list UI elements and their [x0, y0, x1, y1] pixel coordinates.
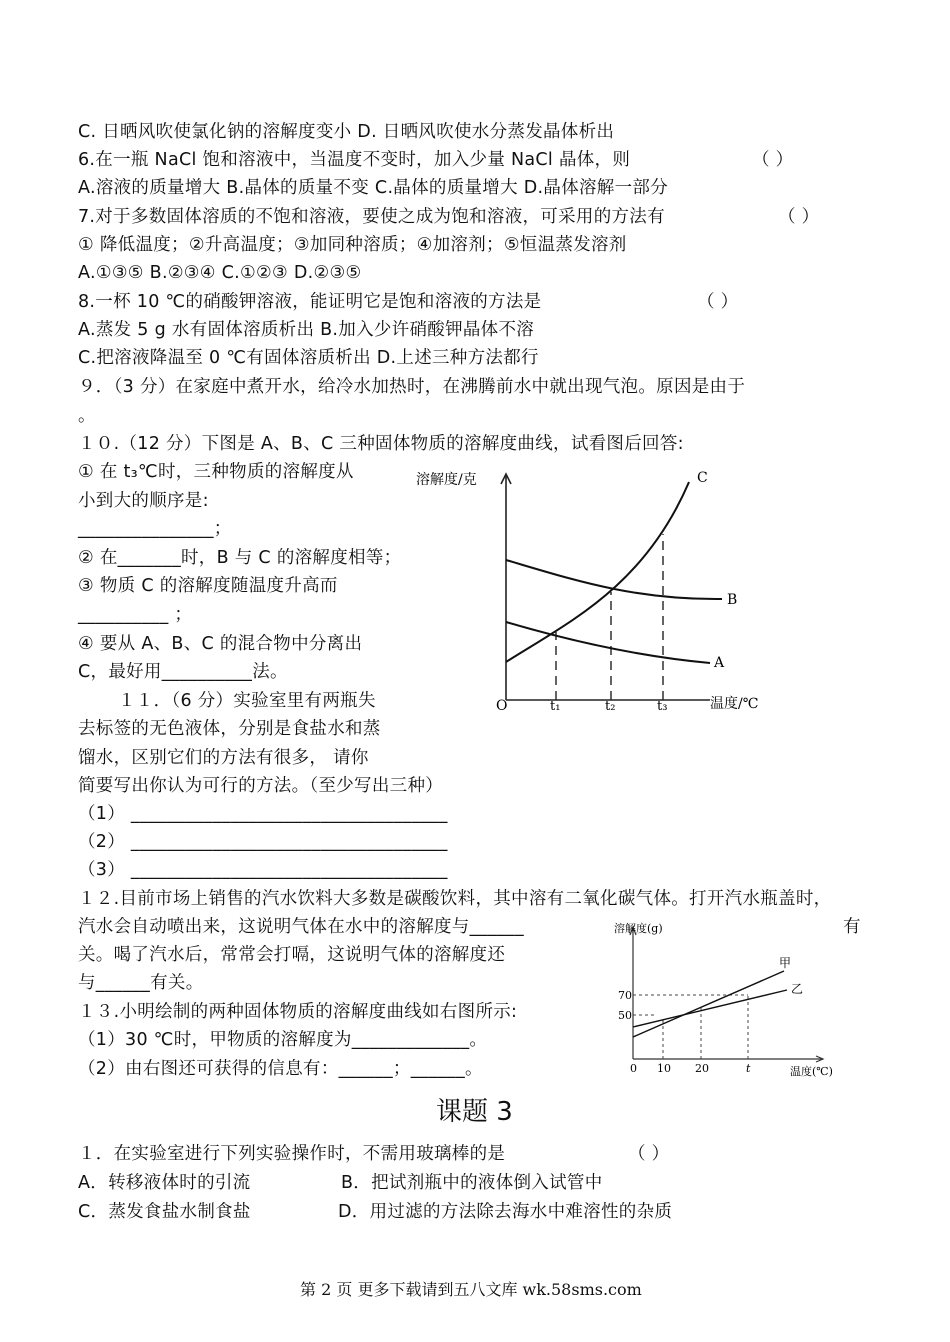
question-11-cont: 简要写出你认为可行的方法。（至少写出三种）	[78, 776, 444, 796]
question-11: １１．（6 分）实验室里有两瓶失	[118, 691, 376, 711]
method-list: ① 降低温度；②升高温度；③加同种溶质；④加溶剂；⑤恒温蒸发溶剂	[78, 235, 627, 255]
question-6: 6.在一瓶 NaCl 饱和溶液中，当温度不变时，加入少量 NaCl 晶体，则	[78, 150, 631, 170]
option-c: C．蒸发食盐水制食盐	[78, 1202, 251, 1222]
question-12: １２.目前市场上销售的汽水饮料大多数是碳酸饮料，其中溶有二氧化碳气体。打开汽水瓶盖时，	[78, 889, 832, 909]
question-9-end: 。	[78, 406, 96, 426]
answer-bracket: （ ）	[778, 207, 820, 227]
tick-t1: t₁	[550, 699, 561, 714]
question-12-cont: 与______有关。	[78, 973, 204, 993]
option-line: C. 日晒风吹使氯化钠的溶解度变小 D. 日晒风吹使水分蒸发晶体析出	[78, 122, 615, 142]
answer-line-1: （1） ___________________________________	[78, 804, 448, 824]
x-tick-20: 20	[695, 1062, 709, 1075]
x-tick-10: 10	[657, 1062, 671, 1075]
question-12-cont-end: 有	[843, 917, 861, 937]
q10-part-4-cont: C，最好用__________法。	[78, 662, 288, 682]
curve-jia	[633, 971, 784, 1037]
curve-yi	[633, 990, 787, 1027]
question-9: ９．（3 分）在家庭中煮开水，给冷水加热时，在沸腾前水中就出现气泡。原因是由于	[78, 377, 746, 397]
q13-part-1: （1）30 ℃时，甲物质的溶解度为_____________。	[78, 1030, 488, 1050]
page-footer: 第 2 页 更多下载请到五八文库 wk.58sms.com	[300, 1280, 642, 1299]
question-13: １３.小明绘制的两种固体物质的溶解度曲线如右图所示:	[78, 1002, 518, 1022]
curve-a-label: A	[714, 655, 725, 671]
option-line: A.溶液的质量增大 B.晶体的质量不变 C.晶体的质量增大 D.晶体溶解一部分	[78, 178, 669, 198]
answer-blank: __________ ；	[78, 605, 193, 625]
q10-part-1: ① 在 t₃℃时，三种物质的溶解度从	[78, 462, 354, 482]
x-axis-label: 温度/℃	[710, 696, 759, 712]
option-line: A.①③⑤ B.②③④ C.①②③ D.②③⑤	[78, 263, 362, 283]
option-line: C.把溶液降温至 0 ℃有固体溶质析出 D.上述三种方法都行	[78, 348, 539, 368]
curve-yi-label: 乙	[791, 982, 804, 996]
curve-b-label: B	[727, 592, 738, 608]
curve-jia-label: 甲	[779, 956, 792, 970]
origin-label: O	[496, 698, 508, 714]
option-d: D．用过滤的方法除去海水中难溶性的杂质	[338, 1202, 673, 1222]
q10-part-2: ② 在_______时，B 与 C 的溶解度相等；	[78, 548, 402, 568]
question-12-cont: 汽水会自动喷出来，这说明气体在水中的溶解度与______	[78, 917, 524, 937]
question-11-cont: 馏水，区别它们的方法有很多， 请你	[78, 748, 369, 768]
solubility-chart-jia-yi	[580, 915, 860, 1080]
solubility-chart-abc	[404, 462, 784, 714]
answer-line-2: （2） ___________________________________	[78, 832, 448, 852]
question-10: １０.（12 分）下图是 A、B、C 三种固体物质的溶解度曲线，试看图后回答:	[78, 434, 684, 454]
y-axis-label: 溶解度(g)	[614, 922, 663, 935]
option-b: B．把试剂瓶中的液体倒入试管中	[341, 1173, 603, 1193]
question-12-cont: 关。喝了汽水后，常常会打嗝，这说明气体的溶解度还	[78, 945, 506, 965]
question-7: 7.对于多数固体溶质的不饱和溶液，要使之成为饱和溶液，可采用的方法有	[78, 207, 665, 227]
tick-t2: t₂	[605, 699, 616, 714]
question-1: １．在实验室进行下列实验操作时，不需用玻璃棒的是	[78, 1144, 506, 1164]
q10-part-4: ④ 要从 A、B、C 的混合物中分离出	[78, 634, 363, 654]
x-tick-0: 0	[630, 1062, 637, 1075]
answer-blank: _______________；	[78, 519, 232, 539]
answer-bracket: （ ）	[752, 150, 794, 170]
curve-c-label: C	[697, 470, 708, 486]
q10-part-3: ③ 物质 C 的溶解度随温度升高而	[78, 576, 338, 596]
option-line: A.蒸发 5 g 水有固体溶质析出 B.加入少许硝酸钾晶体不溶	[78, 320, 535, 340]
y-tick-70: 70	[618, 989, 632, 1002]
x-tick-t: t	[746, 1062, 751, 1075]
answer-bracket: （ ）	[628, 1144, 670, 1164]
answer-bracket: （ ）	[697, 292, 739, 312]
section-title: 课题 3	[436, 1097, 513, 1127]
y-axis-label: 溶解度/克	[416, 472, 477, 488]
option-a: A．转移液体时的引流	[78, 1173, 251, 1193]
x-axis-label: 温度(℃)	[790, 1065, 833, 1078]
y-tick-50: 50	[618, 1009, 632, 1022]
question-11-cont: 去标签的无色液体，分别是食盐水和蒸	[78, 719, 381, 739]
curve-c	[506, 482, 689, 662]
answer-line-3: （3） ___________________________________	[78, 860, 448, 880]
q13-part-2: （2）由右图还可获得的信息有：______；______。	[78, 1059, 483, 1079]
q10-part-1-cont: 小到大的顺序是:	[78, 491, 209, 511]
tick-t3: t₃	[657, 699, 668, 714]
curve-b	[506, 560, 722, 599]
question-8: 8.一杯 10 ℃的硝酸钾溶液，能证明它是饱和溶液的方法是	[78, 292, 542, 312]
